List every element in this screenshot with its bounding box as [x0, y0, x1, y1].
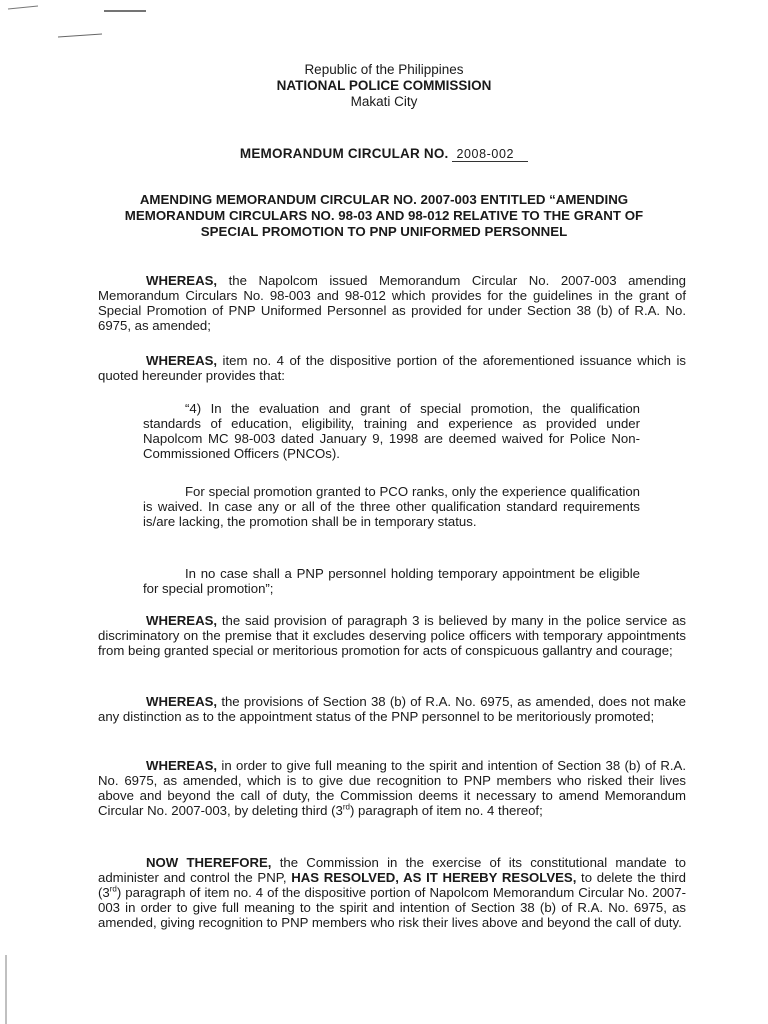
city-line: Makati City	[350, 94, 418, 109]
paragraph-lead: WHEREAS,	[146, 758, 218, 773]
paragraph-1	[98, 273, 686, 333]
paragraph-lead: WHEREAS,	[146, 694, 218, 709]
paragraph-text: to delete the third (3	[98, 870, 686, 900]
paragraph-3	[98, 613, 686, 658]
quote-paragraph-3	[143, 566, 640, 596]
circular-label: MEMORANDUM CIRCULAR NO.	[239, 146, 449, 161]
paragraph-text: ) paragraph of item no. 4 of the dispositive portion of Napolcom Memorandum Circular No. 2007-003 in order to give full meaning to the spirit and intention of Section 38 (b) of R.A. No. 6975, as amended, giving recognition to PNP members who risk their lives above and beyond the call of duty.	[98, 885, 686, 930]
paragraph-lead: WHEREAS,	[146, 613, 218, 628]
republic-line: Republic of the Philippines	[304, 62, 464, 77]
paragraph-text: the Commission in the exercise of its constitutional mandate to administer and control the PNP,	[98, 855, 686, 885]
paragraph-lead: NOW THEREFORE,	[146, 855, 272, 870]
superscript: rd	[109, 884, 117, 894]
resolution-phrase: HAS RESOLVED, AS IT HEREBY RESOLVES,	[291, 870, 577, 885]
quote-paragraph-1	[143, 401, 640, 461]
paragraph-text: the provisions of Section 38 (b) of R.A. No. 6975, as amended, does not make any distinction as to the appointment status of the PNP personnel to be meritoriously promoted;	[98, 694, 686, 724]
superscript: rd	[342, 802, 350, 812]
quote-text: “4) In the evaluation and grant of special promotion, the qualification standards of education, eligibility, training and experience as provided under Napolcom MC 98-003 dated January 9, 1998 are deemed waived for Police Non-Commissioned Officers (PNCOs).	[143, 401, 640, 461]
agency-name: NATIONAL POLICE COMMISSION	[276, 78, 492, 93]
circular-number-line	[0, 146, 768, 161]
circular-number: 2008-002	[452, 147, 528, 162]
paragraph-lead: WHEREAS,	[146, 273, 218, 288]
paragraph-text: the Napolcom issued Memorandum Circular No. 2007-003 amending Memorandum Circulars No. 98-003 and 98-012 which provides for the guidelines in the grant of Special Promotion of PNP Uniformed Personnel as provided for under Section 38 (b) of R.A. No. 6975, as amended;	[98, 273, 686, 333]
paragraph-text: the said provision of paragraph 3 is believed by many in the police service as discriminatory on the premise that it excludes deserving police officers with temporary appointments from being granted special or meritorious promotion for acts of conspicuous gallantry and courage;	[98, 613, 686, 658]
paragraph-text: in order to give full meaning to the spirit and intention of Section 38 (b) of R.A. No. 6975, as amended, which is to give due recognition to PNP members who risked their lives above and beyond the call of duty, the Commission deems it necessary to amend Memorandum Circular No. 2007-003, by deleting third (3	[98, 758, 686, 818]
paragraph-lead: WHEREAS,	[146, 353, 218, 368]
scan-stroke	[8, 6, 38, 9]
paragraph-4	[98, 694, 686, 724]
letterhead	[0, 62, 768, 110]
quote-paragraph-2	[143, 484, 640, 529]
paragraph-text: item no. 4 of the dispositive portion of the aforementioned issuance which is quoted hereunder provides that:	[98, 353, 686, 383]
paragraph-2	[98, 353, 686, 383]
quote-text: In no case shall a PNP personnel holding temporary appointment be eligible for special promotion”;	[143, 566, 640, 596]
quote-text: For special promotion granted to PCO ranks, only the experience qualification is waived. In case any or all of the three other qualification standard requirements is/are lacking, the promotion shall be in temporary status.	[143, 484, 640, 529]
paragraph-6	[98, 855, 686, 930]
scan-stroke	[58, 34, 102, 37]
paragraph-text: ) paragraph of item no. 4 thereof;	[349, 803, 543, 818]
document-title: AMENDING MEMORANDUM CIRCULAR NO. 2007-003 ENTITLED “AMENDING MEMORANDUM CIRCULARS NO. 98-03 AND 98-012 RELATIVE TO THE GRANT OF SPECIAL PROMOTION TO PNP UNIFORMED PERSONNEL	[124, 192, 644, 239]
paragraph-5	[98, 758, 686, 818]
